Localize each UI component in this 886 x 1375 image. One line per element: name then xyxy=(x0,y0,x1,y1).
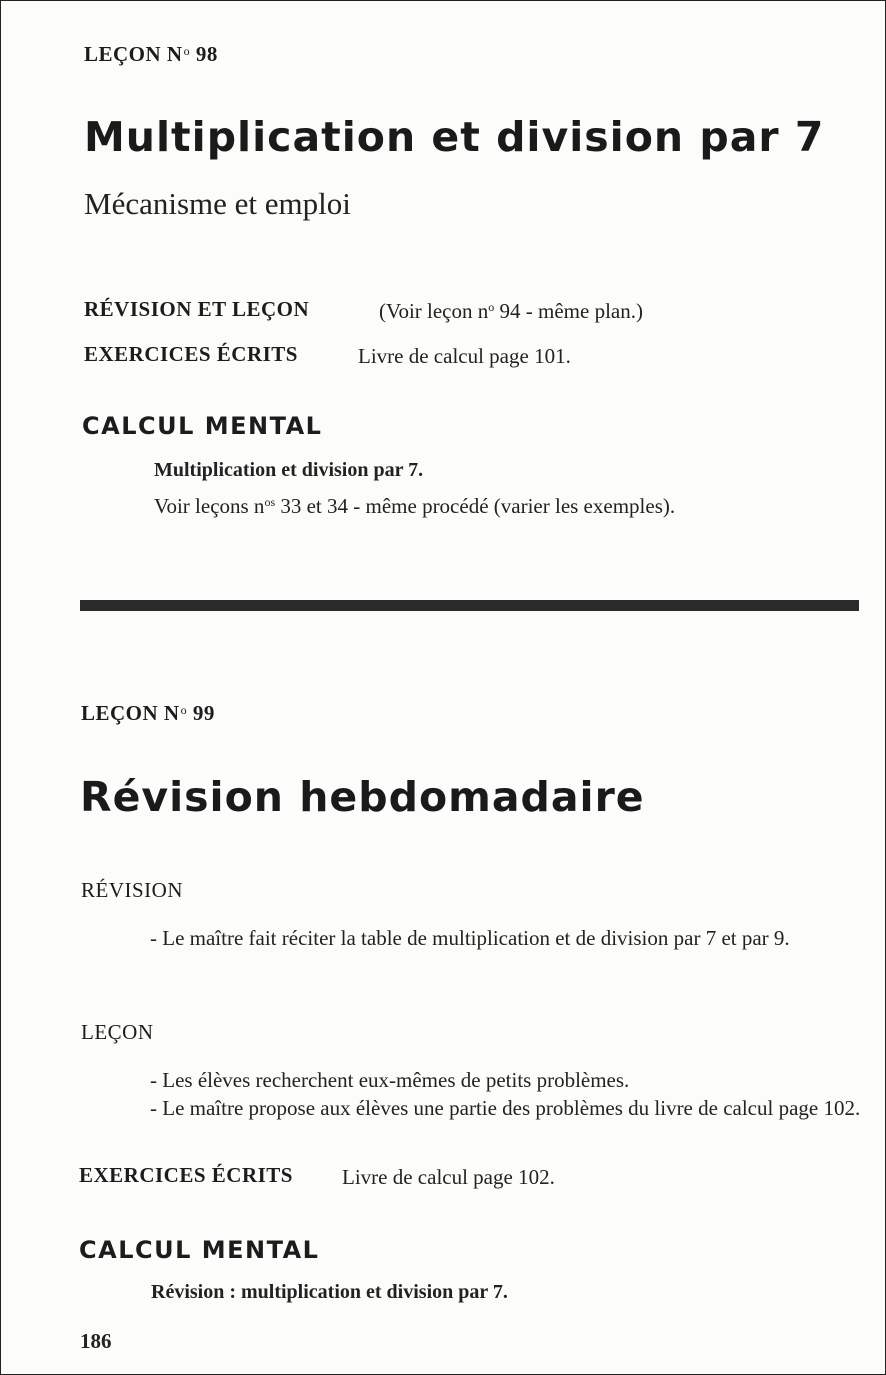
lesson-98-mental-text: Voir leçons $n^{os}$ 33 et 34 - même procédé (varier les exemples). xyxy=(154,494,676,518)
lesson-99-number: LEÇON $N^o$ 99 xyxy=(81,701,215,725)
lesson-99-lecon-bullet-2: - Le maître propose aux élèves une partie des problèmes du livre de calcul page 102. xyxy=(150,1096,861,1120)
lesson-98-mental-label: CALCUL MENTAL xyxy=(82,412,323,440)
lesson-99-revision-bullet: - Le maître fait réciter la table de multiplication et de division par 7 et par 9. xyxy=(150,926,790,950)
lesson-98-exercises-label: EXERCICES ÉCRITS xyxy=(84,342,298,366)
lesson-98-exercises-text: Livre de calcul page 101. xyxy=(358,344,571,368)
lesson-99-mental-heading: Révision : multiplication et division par 7. xyxy=(151,1281,508,1303)
section-divider xyxy=(80,600,859,611)
lesson-98-number: LEÇON $N^o$ 98 xyxy=(84,42,218,66)
lesson-99-revision-label: RÉVISION xyxy=(81,878,183,902)
lesson-99-mental-label: CALCUL MENTAL xyxy=(79,1236,320,1264)
lesson-98-revision-label: RÉVISION ET LEÇON xyxy=(84,297,310,321)
lesson-98-revision-text: (Voir leçon $n^o$ 94 - même plan.) xyxy=(379,299,643,323)
lesson-99-title: Révision hebdomadaire xyxy=(80,773,645,821)
lesson-99-exercises-label: EXERCICES ÉCRITS xyxy=(79,1163,293,1187)
lesson-98-subtitle: Mécanisme et emploi xyxy=(84,186,351,221)
lesson-99-exercises-text: Livre de calcul page 102. xyxy=(342,1165,555,1189)
lesson-99-lecon-label: LEÇON xyxy=(81,1020,154,1044)
lesson-99-lecon-bullet-1: - Les élèves recherchent eux-mêmes de petits problèmes. xyxy=(150,1068,630,1092)
lesson-98-title: Multiplication et division par 7 xyxy=(84,113,825,161)
page-number: 186 xyxy=(80,1329,112,1353)
lesson-98-mental-heading: Multiplication et division par 7. xyxy=(154,459,424,481)
